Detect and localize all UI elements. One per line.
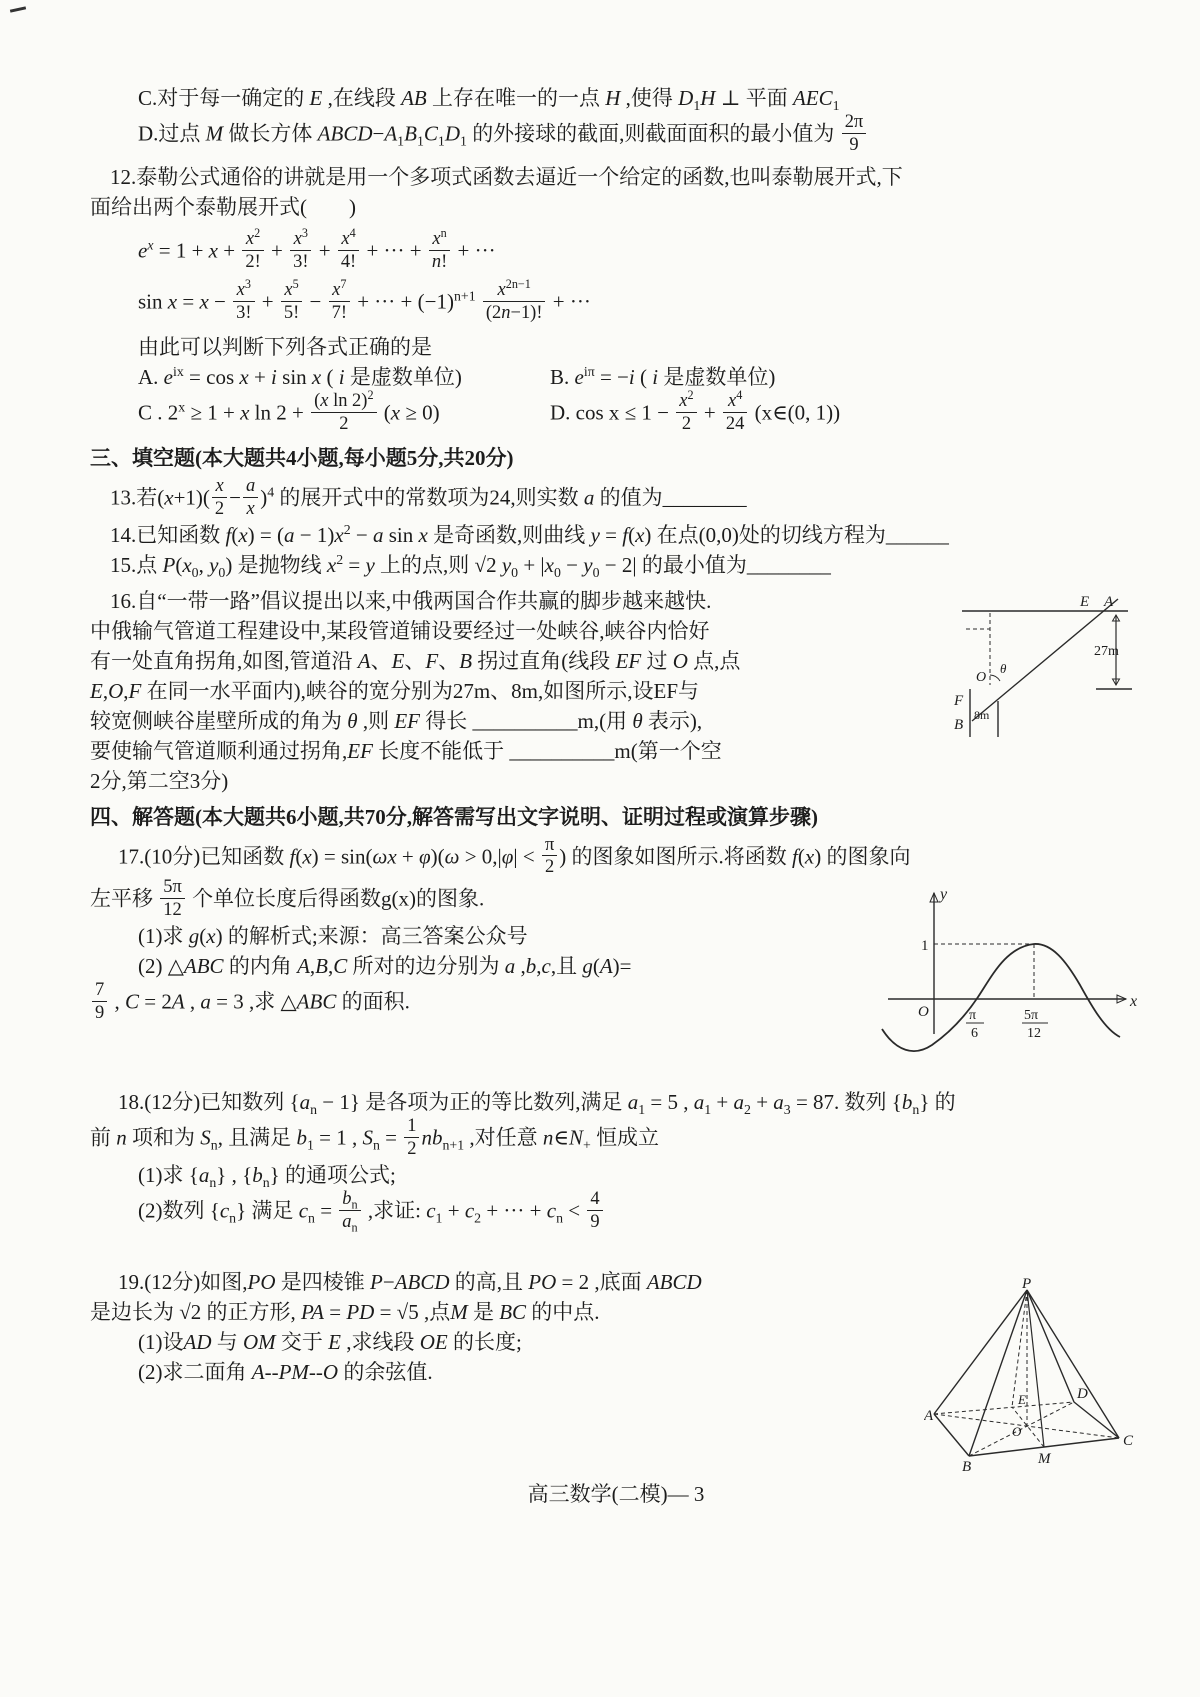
- q12-intro-line1: 12.泰勒公式通俗的讲就是用一个多项式函数去逼近一个给定的函数,也叫泰勒展开式,下: [110, 164, 903, 189]
- q16-line3: 有一处直角拐角,如图,管道沿 A、E、F、B 拐过直角(线段 EF 过 O 点,点: [90, 648, 741, 673]
- q16-label-O: O: [976, 669, 987, 685]
- section4-header: 四、解答题(本大题共6小题,共70分,解答需写出文字说明、证明过程或演算步骤): [90, 804, 818, 829]
- q19-pyramid-figure: [924, 1278, 1142, 1476]
- q19-label-M: M: [1038, 1451, 1051, 1468]
- q17-label-y: y: [940, 886, 948, 904]
- q16-line4: E,O,F 在同一水平面内),峡谷的宽分别为27m、8m,如图所示,设EF与: [90, 678, 699, 703]
- q17-label-pi6-den: 6: [971, 1026, 978, 1042]
- q17-line2: 左平移 $\frac{5\pi}{12}$ 个单位长度后得函数g(x)的图象.: [90, 876, 485, 920]
- q16-block: [90, 587, 1142, 797]
- q19-label-O: O: [1012, 1424, 1022, 1440]
- q16-label-B: B: [954, 716, 964, 733]
- q16-line7: 2分,第二空3分): [90, 768, 229, 793]
- q12-intro-line2: 面给出两个泰勒展开式( ): [90, 194, 356, 219]
- q12-option-c: C . $2^x \ge 1 + x$ ln 2 + $\frac{(x \ln 2)^2}{2}$ (x ≥ 0): [138, 387, 440, 433]
- q19-label-B: B: [962, 1459, 972, 1476]
- q11-option-d: D.过点 M 做长方体 $ABCD-A_1B_1C_1D_1$ 的外接球的截面,则截面面积的最小值为 $\frac{2\pi}{9}$: [138, 114, 1142, 157]
- q19-label-P: P: [1022, 1278, 1032, 1293]
- q12-option-a: A. $e^{ix} = \cos x + i$ sin x ( i 是虚数单位): [138, 363, 462, 389]
- q12-options-row-ab: [138, 363, 1142, 393]
- q17-line1: 17.(10分)已知函数 f(x) = sin(ωx + φ)(ω > 0,|φ| < $\frac{\pi}{2}$ ) 的图象如图所示.将函数 f(x) 的图象向: [118, 833, 911, 877]
- q19-line2: 是边长为 √2 的正方形, PA = PD = √5 ,点M 是 BC 的中点.: [90, 1300, 600, 1325]
- q12-formula-sin: sin x = x − $\frac{x^3}{3!}$ + $\frac{x^5}{5!}$ − $\frac{x^7}{7!}$ + ··· + $(-1)^{n+1}$ $\frac{x^{2n-1}}{(2n-1)!}$ + ···: [138, 276, 591, 322]
- q16-label-27m: 27m: [1094, 643, 1119, 659]
- q19-block: [90, 1268, 1142, 1476]
- q17-label-1: 1: [921, 938, 929, 955]
- q16-line5: 较宽侧峡谷崖壁所成的角为 θ ,则 EF 得长 __________m,(用 θ 表示),: [90, 708, 703, 733]
- q17-label-x: x: [1130, 993, 1138, 1011]
- q19-label-C: C: [1123, 1433, 1134, 1450]
- q17-label-pi6-num: π: [969, 1008, 977, 1024]
- q19-label-E: E: [1018, 1392, 1026, 1408]
- q12-option-d: D. cos x ≤ 1 − $\frac{x^2}{2}$ + $\frac{x^4}{24}$ (x∈(0, 1)): [550, 387, 841, 433]
- q19-label-D: D: [1077, 1386, 1088, 1403]
- q12-option-b: B. $e^{i\pi} = -i$ ( i 是虚数单位): [550, 363, 776, 389]
- q18-line2: 前 n 项和为 $S_n$, 且满足 $b_1 = 1$ , $S_n$ = $\frac{1}{2}$ $nb_{n+1}$ ,对任意 $n\in N_+$ 恒成立: [90, 1115, 660, 1159]
- q17-line5: $\frac{7}{9}$ , C = 2A , a = 3 ,求 △ABC 的面积.: [90, 982, 1142, 1025]
- q16-label-8m: 8m: [974, 707, 990, 722]
- q16-label-F: F: [954, 692, 964, 709]
- q17-label-5pi12-num: 5π: [1024, 1008, 1039, 1024]
- q16-canyon-figure: [946, 589, 1136, 739]
- q12-judge-text: 由此可以判断下列各式正确的是: [138, 334, 432, 359]
- q16-label-theta: θ: [1000, 660, 1007, 676]
- q17-sine-graph: [874, 879, 1142, 1084]
- q16-label-E: E: [1080, 593, 1090, 610]
- q17-label-O: O: [918, 1004, 929, 1021]
- section3-header: 三、填空题(本大题共4小题,每小题5分,共20分): [90, 445, 514, 470]
- q16-line1: 16.自“一带一路”倡议提出以来,中俄两国合作共赢的脚步越来越快.: [110, 588, 712, 613]
- q18-item1: (1)求 $\{a_n\}$ , $\{b_n\}$ 的通项公式;: [138, 1163, 396, 1191]
- q16-label-A: A: [1104, 593, 1114, 610]
- q12-options-row-cd: [138, 387, 1142, 436]
- q12-formula-exp: $e^x = 1 + x$ + $\frac{x^2}{2!}$ + $\frac{x^3}{3!}$ + $\frac{x^4}{4!}$ + ··· + $\frac{x^n}{n!}$ + ···: [138, 225, 496, 271]
- q17-line4: (2) △ABC 的内角 A,B,C 所对的边分别为 a ,b,c,且 g(A)=: [138, 954, 632, 979]
- q18-line1: 18.(12分)已知数列 $\{a_n - 1\}$ 是各项为正的等比数列,满足 $a_1 = 5$ , $a_1 + a_2 + a_3 = 87$. 数列 $\{b_n\}$ 的: [118, 1090, 956, 1118]
- q17-label-5pi12-den: 12: [1027, 1026, 1041, 1042]
- q15-text: 15.点 $P(x_0$, $y_0$) 是抛物线 $x^2 = y$ 上的点,则 √2 $y_0 + |x_0 - y_0 - 2|$ 的最小值为________: [110, 551, 831, 580]
- q14-text: 14.已知函数 $f(x) = (a - 1)x^2 - a$ sin x 是奇函数,则曲线 y = f(x) 在点(0,0)处的切线方程为______: [110, 521, 949, 547]
- q19-label-A: A: [924, 1408, 934, 1425]
- q16-line2: 中俄输气管道工程建设中,某段管道铺设要经过一处峡谷,峡谷内恰好: [90, 618, 710, 643]
- scan-artifact: [10, 6, 26, 12]
- q16-line6: 要使输气管道顺利通过拐角,EF 长度不能低于 __________m(第一个空: [90, 738, 722, 763]
- q18-block: [90, 1088, 1142, 1234]
- q13-text: 13.若(x+1)( $\frac{x}{2}$ − $\frac{a}{x}$ )$^4$ 的展开式中的常数项为24,则实数 a 的值为________: [110, 474, 747, 518]
- q18-item2: (2)数列 $\{c_n\}$ 满足 $c_n$ = $\frac{b_n}{a_n}$ ,求证: $c_1 + c_2$ + ··· + $c_n$ < $\frac{4}{9}$: [138, 1191, 1142, 1234]
- q17-block: [90, 833, 1142, 1042]
- q17-line3: (1)求 g(x) 的解析式;来源：高三答案公众号: [138, 924, 528, 949]
- q19-line1: 19.(12分)如图,PO 是四棱锥 P−ABCD 的高,且 PO = 2 ,底面 ABCD: [118, 1270, 702, 1295]
- q19-item1: (1)设AD 与 OM 交于 E ,求线段 OE 的长度;: [138, 1330, 522, 1355]
- q19-item2: (2)求二面角 A--PM--O 的余弦值.: [138, 1360, 433, 1385]
- q11-option-c: C.对于每一确定的 E ,在线段 AB 上存在唯一的一点 H ,使得 $D_1H$ ⊥ 平面 $AEC_1$: [138, 86, 840, 114]
- page-footer: 高三数学(二模)— 3: [527, 1482, 705, 1507]
